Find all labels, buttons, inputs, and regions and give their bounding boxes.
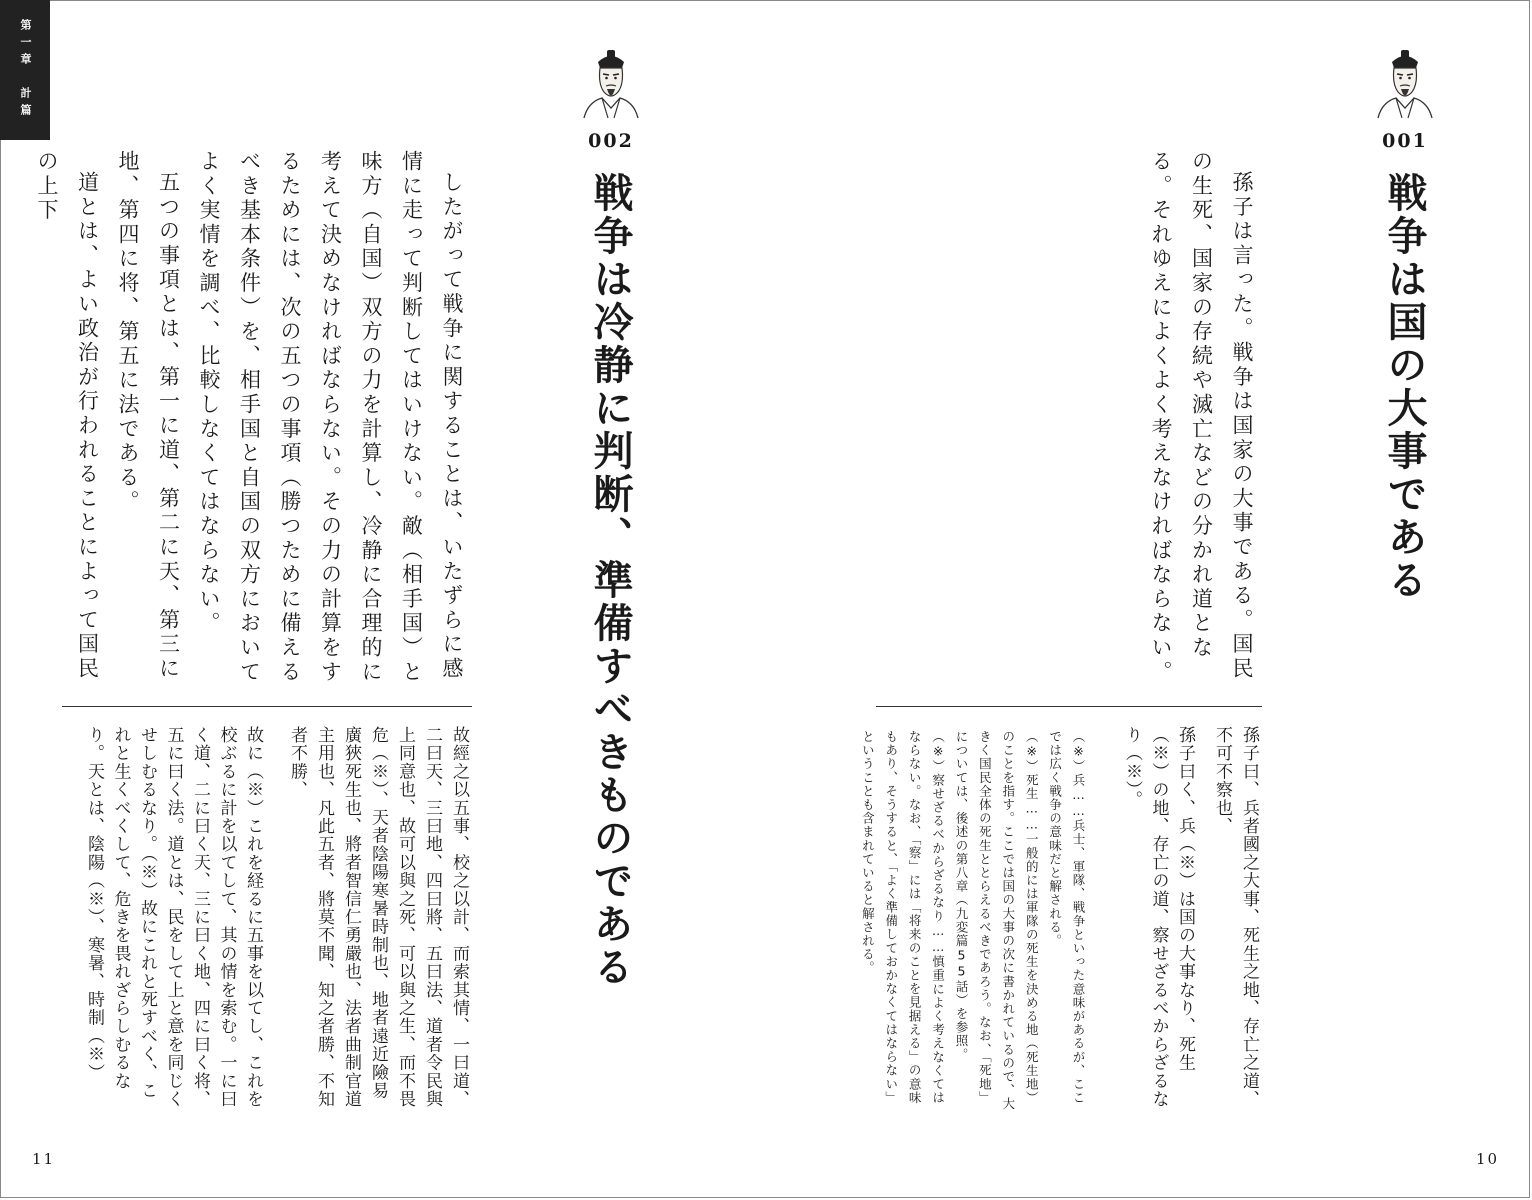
page-number-left: 11 [32,1150,56,1168]
section-divider-right [876,706,1262,707]
body-paragraph: 道とは、よい政治が行われることによって国民の上下 [35,150,100,682]
chapter-tab [0,0,50,140]
yomikudashi-002 [60,726,266,1116]
section-divider-left [62,706,472,707]
yomikudashi-text: 故に（※）これを経るに五事を以てし、これを校ぶるに計を以てして、其の情を索む。一に曰く道、二に曰く天、三に曰く地、四に曰く将、五に曰く法。道とは、民をして上と意を同じくせしむるなり。（※）故にこれと死すべく、これと生くべくして、危きを畏れざらしむるなり。天とは、陰陽（※）、寒暑、時制（※） [84,726,263,1109]
entry-title-002: 戦争は冷静に判断、準備すべきものである [587,172,634,989]
footnote: （※）兵……兵士、軍隊、戦争といった意味があるが、ここでは広く戦争の意味だと解される。 [1047,730,1086,1105]
entry-number-001: 001 [1382,130,1428,152]
chapter-tab-label: 第一章 計篇 [19,19,32,121]
kanbun-original-002 [287,726,472,1116]
body-paragraph: 五つの事項とは、第一に道、第二に天、第三に地、第四に将、第五に法である。 [116,150,181,682]
sunzi-portrait-right [1372,48,1438,120]
sunzi-portrait-left [578,48,644,120]
kanbun-original-001 [1206,726,1262,1116]
body-paragraph: したがって戦争に関することは、いたずらに感情に走って判断してはいけない。敵（相手国）と味方（自国）双方の力を計算し、冷静に合理的に考えて決めなければならない。その力の計算をするためには、次の五つの事項（勝つために備えるべき基本条件）を、相手国と自国の双方においてよく実情を調べ、比較しなくてはならない。 [197,150,464,685]
yomikudashi-text: 孫子曰く、兵（※）は国の大事なり、死生（※）の地、存亡の道、察せざるべからざるなり（※）。 [1122,726,1195,1109]
footnote: （※）察せざるべからざるなり……慎重によく考えなくてはならない。なお、「察」には「将来のことを見据える」の意味もあり、そうすると、「よく準備しておかなくてはならない」ということも含まれていると解される。 [860,730,946,1105]
footnote: （※）死生……一般的には軍隊の死生を決める地（死生地）のことを指す。ここでは国の大事の次に書かれているので、大きく国民全体の死生ととらえるべきであろう。なお、「死地」については、後述の第八章（九変篇55話）を参照。 [953,730,1040,1111]
kanbun-text: 故經之以五事、校之以計、而索其情、一曰道、二曰天、三曰地、四曰將、五曰法、道者令民與上同意也、故可以與之死、可以與之生、而不畏危（※）、天者陰陽寒暑時制也、地者遠近險易廣狹死生也、將者智信仁勇嚴也、法者曲制官道主用也、凡此五者、將莫不聞、知之者勝、不知者不勝、 [287,726,469,1109]
page-number-right: 10 [1476,1150,1500,1168]
footnotes-001 [860,730,1090,1116]
yomikudashi-001 [1110,726,1198,1116]
body-paragraph: 孫子は言った。戦争は国家の大事である。国民の生死、国家の存続や滅亡などの分かれ道となる。それゆえによくよく考えなければならない。 [1149,150,1254,685]
body-text-001 [1150,150,1262,695]
entry-number-002: 002 [588,130,634,152]
kanbun-text: 孫子曰、兵者國之大事、死生之地、存亡之道、不可不察也、 [1212,726,1259,1109]
entry-title-001: 戦争は国の大事である [1381,172,1428,602]
body-text-002 [35,150,472,695]
